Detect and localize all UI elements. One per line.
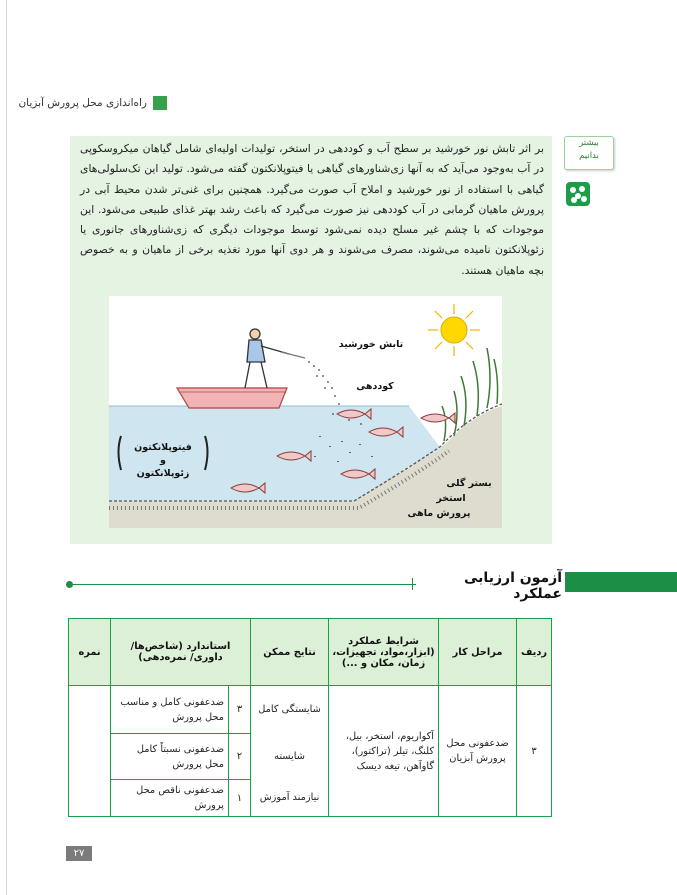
- mud-bed-label: بستر گلی: [446, 478, 492, 489]
- section-rule-dot: [66, 581, 73, 588]
- header-row-number: ردیف: [517, 619, 552, 686]
- standard-score-cell: ۳: [229, 686, 251, 734]
- learn-more-line1: بیشتر: [579, 138, 599, 148]
- standard-text-cell: ضدعفونی ناقص محل پرورش: [111, 780, 229, 817]
- section-rule-end: [412, 578, 413, 590]
- page-number: ۲۷: [66, 846, 92, 861]
- section-title: آزمون ارزیابی عملکرد: [464, 570, 562, 602]
- result-cell: شایستگی کامل: [251, 686, 329, 734]
- result-cell: شایسته: [251, 734, 329, 780]
- table-header-row: [69, 619, 552, 686]
- learn-more-line2: بدانیم: [579, 151, 599, 161]
- pond-label-1: استخر: [436, 493, 466, 504]
- plankton-label-3: زئوپلانکتون: [136, 468, 190, 479]
- standard-score-cell: ۲: [229, 734, 251, 780]
- standard-score-cell: ۱: [229, 780, 251, 817]
- info-paragraph: بر اثر تابش نور خورشید بر سطح آب و کوددهی در استخر، تولیدات اولیه‌ای شامل گیاهان میکروسکوپی در آب به‌وجود می‌آید که به آنها زی‌شناورهای گیاهی یا فیتوپلانکتون گفته می‌شود. تولید این تک‌سلولی‌های گیاهی با استفاده از نور خورشید و املاح آب صورت می‌گیرد. همچنین برای غنی‌تر شدن محیط آبی در پرورش ماهیان گرمابی در آب کوددهی نیز صورت می‌گیرد که باعث رشد بهتر غذای طبیعی می‌شود. این موجودات که با چشم غیر مسلح دیده نمی‌شود توسط موجودات دیگری که زی‌شناورهای جانوری یا زئوپلانکتون نامیده می‌شوند، مصرف می‌شوند و هر دوی آنها مورد تغذیه برخی از ماهیان و به خصوص بچه ماهیان هستند.: [80, 142, 544, 277]
- section-rule: [66, 584, 416, 585]
- conditions-cell: آکواریوم، استخر، بیل، کلنگ، تیلر (تراکتور)، گاوآهن، تیغه دیسک: [329, 686, 439, 817]
- standard-text-cell: ضدعفونی کامل و مناسب محل پرورش: [111, 686, 229, 734]
- running-header-text: راه‌اندازی محل پرورش آبزیان: [18, 97, 147, 109]
- header-standard: استاندارد (شاخص‌ها/ داوری/ نمره‌دهی): [111, 619, 251, 686]
- fertilizer-label: کوددهی: [356, 381, 394, 392]
- pond-label-2: پرورش ماهی: [407, 508, 471, 519]
- plankton-label-1: فیتوپلانکتون: [134, 442, 192, 453]
- table-row: [69, 686, 552, 734]
- header-marker: [153, 96, 167, 110]
- learn-more-dots-icon: [566, 182, 590, 206]
- plankton-label-2: و: [160, 455, 166, 466]
- header-conditions: شرایط عملکرد (ابزار،مواد، تجهیزات، زمان، مکان و ...): [329, 619, 439, 686]
- sun-label: تابش خورشید: [338, 339, 404, 350]
- learn-more-label: [564, 136, 614, 170]
- row-number-cell: ۳: [517, 686, 552, 817]
- pond-ecosystem-illustration: [109, 296, 502, 528]
- standard-text-cell: ضدعفونی نسبتاً کامل محل پرورش: [111, 734, 229, 780]
- running-header: [18, 96, 167, 110]
- section-accent-bar: [565, 572, 677, 592]
- result-cell: نیازمند آموزش: [251, 780, 329, 817]
- header-results: نتایج ممکن: [251, 619, 329, 686]
- section-header: [66, 570, 677, 602]
- sun-icon: [428, 304, 480, 356]
- boat-icon: [177, 388, 287, 408]
- header-score: نمره: [69, 619, 111, 686]
- header-stages: مراحل کار: [439, 619, 517, 686]
- score-cell: [69, 686, 111, 817]
- stage-cell: ضدعفونی محل پرورش آبزیان: [439, 686, 517, 817]
- evaluation-table: [68, 618, 552, 817]
